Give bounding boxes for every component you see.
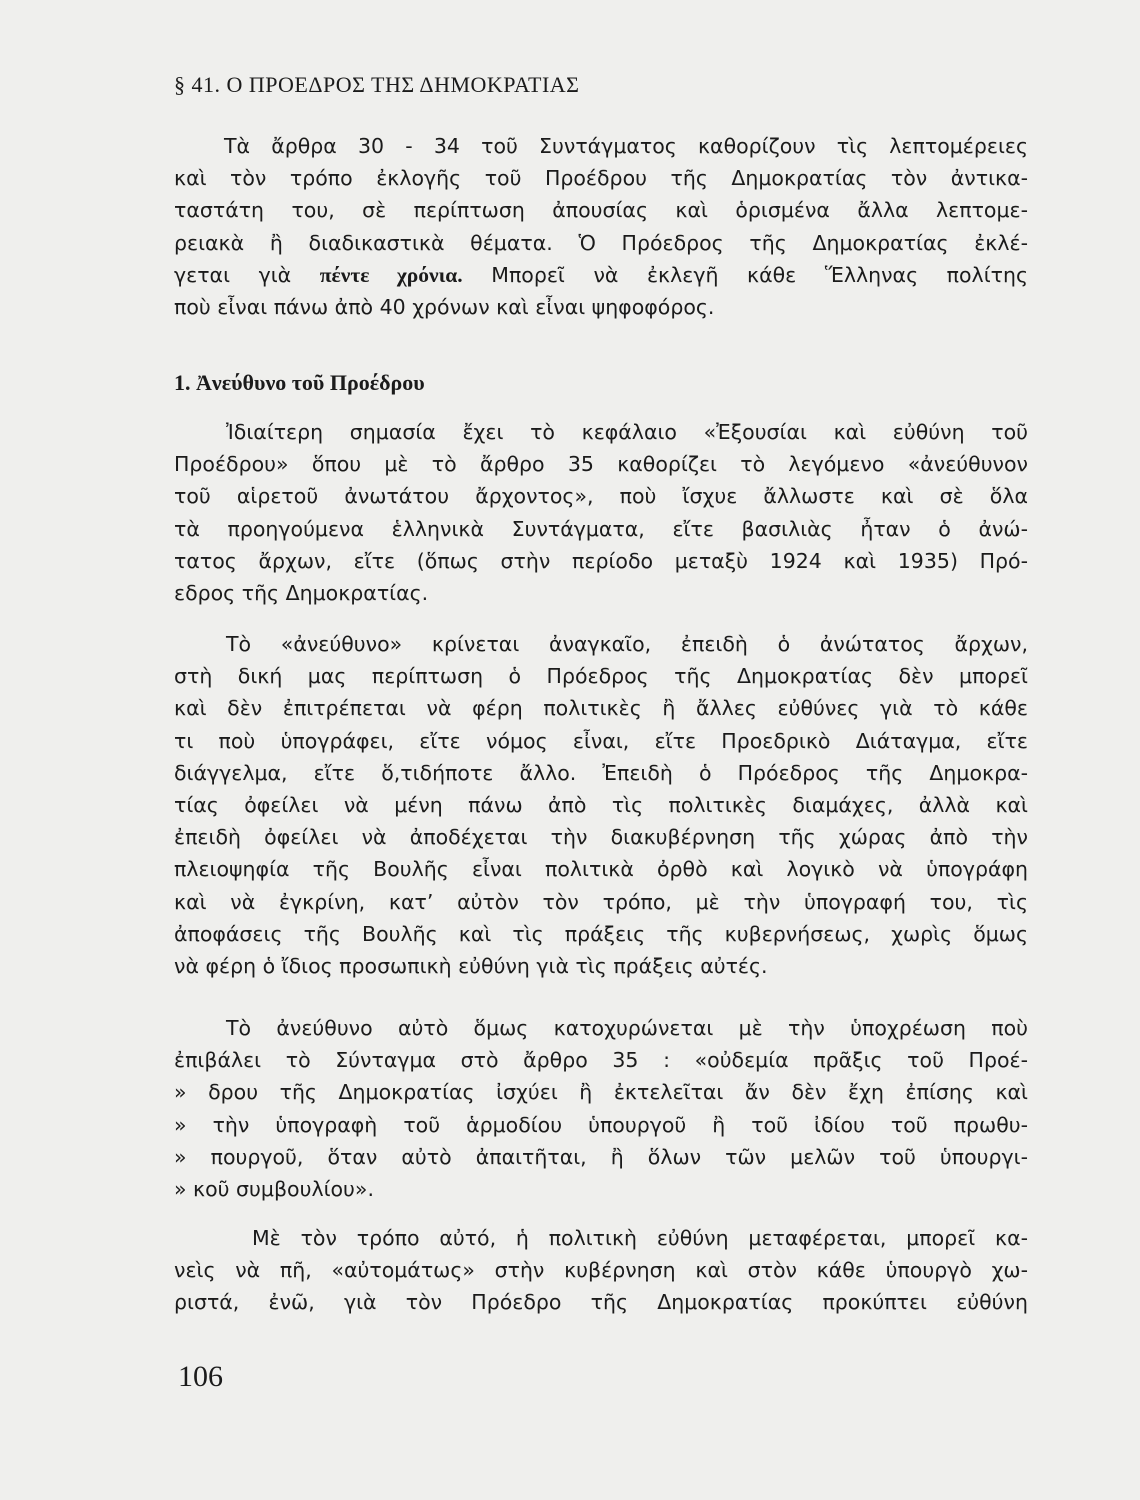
paragraph-1	[174, 416, 1028, 609]
text-line: ἀποφάσεις τῆς Βουλῆς καὶ τὶς πράξεις τῆς κυβερνήσεως, χωρὶς ὅμως	[174, 921, 1028, 946]
paragraph-4	[174, 1222, 1028, 1319]
text-run: γεται γιὰ	[174, 262, 292, 287]
text-line: ἐπιβάλει τὸ Σύνταγμα στὸ ἄρθρο 35 : «οὐδεμία πρᾶξις τοῦ Προέ-	[174, 1048, 1028, 1073]
bold-term: πέντε χρόνια.	[319, 262, 463, 287]
text-line: ποὺ εἶναι πάνω ἀπὸ 40 χρόνων καὶ εἶναι ψηφοφόρος.	[174, 295, 715, 320]
subsection-heading: 1. Ἀνεύθυνο τοῦ Προέδρου	[174, 370, 425, 395]
text-line: » κοῦ συμβουλίου».	[174, 1177, 374, 1202]
text-line: » πουργοῦ, ὅταν αὐτὸ ἀπαιτῆται, ἢ ὅλων τῶν μελῶν τοῦ ὑπουργι-	[174, 1144, 1028, 1169]
text-line: τατος ἄρχων, εἴτε (ὅπως στὴν περίοδο μεταξὺ 1924 καὶ 1935) Πρό-	[174, 548, 1028, 573]
text-line: στὴ δική μας περίπτωση ὁ Πρόεδρος τῆς Δημοκρατίας δὲν μπορεῖ	[174, 664, 1028, 689]
paragraph-2	[174, 628, 1028, 982]
text-line: ριστά, ἐνῶ, γιὰ τὸν Πρόεδρο τῆς Δημοκρατίας προκύπτει εὐθύνη	[174, 1290, 1028, 1315]
text-line: νὰ φέρη ὁ ἴδιος προσωπικὴ εὐθύνη γιὰ τὶς πράξεις αὐτές.	[174, 954, 768, 979]
text-line: Ἰδιαίτερη σημασία ἔχει τὸ κεφάλαιο «Ἐξουσίαι καὶ εὐθύνη τοῦ	[226, 420, 1028, 444]
text-line: πλειοψηφία τῆς Βουλῆς εἶναι πολιτικὰ ὀρθὸ καὶ λογικὸ νὰ ὑπογράφη	[174, 857, 1028, 882]
text-line: Μὲ τὸν τρόπο αὐτό, ἡ πολιτικὴ εὐθύνη μεταφέρεται, μπορεῖ κα-	[252, 1226, 1028, 1250]
text-line: Τὸ «ἀνεύθυνο» κρίνεται ἀναγκαῖο, ἐπειδὴ ὁ ἀνώτατος ἄρχων,	[226, 632, 1028, 656]
text-line: τι ποὺ ὑπογράφει, εἴτε νόμος εἶναι, εἴτε Προεδρικὸ Διάταγμα, εἴτε	[174, 728, 1028, 753]
intro-paragraph	[174, 130, 1028, 323]
text-line: διάγγελμα, εἴτε ὅ,τιδήποτε ἄλλο. Ἐπειδὴ ὁ Πρόεδρος τῆς Δημοκρα-	[174, 760, 1028, 785]
text-line: ρειακὰ ἢ διαδικαστικὰ θέματα. Ὁ Πρόεδρος τῆς Δημοκρατίας ἐκλέ-	[174, 230, 1028, 255]
text-line: καὶ νὰ ἐγκρίνη, κατ’ αὐτὸν τὸν τρόπο, μὲ τὴν ὑπογραφή του, τὶς	[174, 889, 1028, 914]
text-line: » τὴν ὑπογραφὴ τοῦ ἁρμοδίου ὑπουργοῦ ἢ τοῦ ἰδίου τοῦ πρωθυ-	[174, 1112, 1028, 1137]
text-line: νεὶς νὰ πῆ, «αὐτομάτως» στὴν κυβέρνηση καὶ στὸν κάθε ὑπουργὸ χω-	[174, 1258, 1028, 1283]
text-line: τὰ προηγούμενα ἑλληνικὰ Συντάγματα, εἴτε βασιλιὰς ἦταν ὁ ἀνώ-	[174, 516, 1028, 541]
text-line: » δρου τῆς Δημοκρατίας ἰσχύει ἢ ἐκτελεῖται ἄν δὲν ἔχη ἐπίσης καὶ	[174, 1080, 1028, 1105]
text-line: καὶ τὸν τρόπο ἐκλογῆς τοῦ Προέδρου τῆς Δημοκρατίας τὸν ἀντικα-	[174, 166, 1028, 191]
text-line: Τὸ ἀνεύθυνο αὐτὸ ὅμως κατοχυρώνεται μὲ τὴν ὑποχρέωση ποὺ	[226, 1016, 1028, 1040]
text-line: τοῦ αἱρετοῦ ἀνωτάτου ἄρχοντος», ποὺ ἴσχυε ἄλλωστε καὶ σὲ ὅλα	[174, 484, 1028, 509]
page-number: 106	[178, 1360, 223, 1393]
text-line: καὶ δὲν ἐπιτρέπεται νὰ φέρη πολιτικὲς ἢ ἄλλες εὐθύνες γιὰ τὸ κάθε	[174, 696, 1028, 721]
text-line: Τὰ ἄρθρα 30 - 34 τοῦ Συντάγματος καθορίζουν τὶς λεπτομέρειες	[224, 134, 1028, 158]
text-line	[174, 259, 1028, 291]
text-line: ταστάτη του, σὲ περίπτωση ἀπουσίας καὶ ὁρισμένα ἄλλα λεπτομε-	[174, 198, 1028, 223]
text-line: ἐπειδὴ ὀφείλει νὰ ἀποδέχεται τὴν διακυβέρνηση τῆς χώρας ἀπὸ τὴν	[174, 825, 1028, 850]
paragraph-3	[174, 1012, 1028, 1205]
section-heading: § 41. Ο ΠΡΟΕΔΡΟΣ ΤΗΣ ΔΗΜΟΚΡΑΤΙΑΣ	[174, 72, 580, 97]
text-line: εδρος τῆς Δημοκρατίας.	[174, 581, 429, 606]
text-line: τίας ὀφείλει νὰ μένη πάνω ἀπὸ τὶς πολιτικὲς διαμάχες, ἀλλὰ καὶ	[174, 793, 1028, 818]
text-run: Μπορεῖ νὰ ἐκλεγῆ κάθε Ἕλληνας πολίτης	[491, 262, 1028, 287]
text-line: Προέδρου» ὅπου μὲ τὸ ἄρθρο 35 καθορίζει τὸ λεγόμενο «ἀνεύθυνον	[174, 452, 1028, 477]
